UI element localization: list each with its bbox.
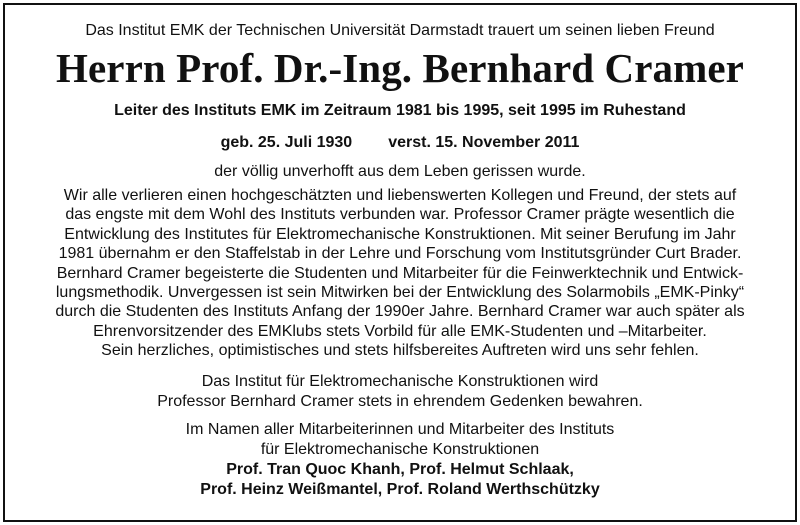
tribute-line: das engste mit dem Wohl des Instituts verbunden war. Professor Cramer prägte wesentlich die xyxy=(65,206,735,224)
closing-line: Professor Bernhard Cramer stets in ehrendem Gedenken bewahren. xyxy=(157,392,643,410)
tribute-line: Ehrenvorsitzender des EMKlubs stets Vorbild für alle EMK-Studenten und –Mitarbeiter. xyxy=(93,322,707,340)
birth-date: geb. 25. Juli 1930 xyxy=(220,134,353,151)
tribute-paragraph xyxy=(5,186,795,361)
obituary-notice xyxy=(3,3,797,522)
signatures xyxy=(5,460,795,500)
signature-line: Prof. Tran Quoc Khanh, Prof. Helmut Schlaak, xyxy=(226,461,574,478)
tribute-line: Sein herzliches, optimistisches und stets hilfsbereites Auftreten wird uns sehr fehlen. xyxy=(101,342,699,360)
tribute-line: 1981 übernahm er den Staffelstab in der Lehre und Forschung vom Institutsgründer Curt Brader. xyxy=(58,245,742,263)
tribute-line: Bernhard Cramer begeisterte die Studenten und Mitarbeiter für die Feinwerktechnik und Entwick- xyxy=(56,264,744,282)
tribute-line: lungsmethodik. Unvergessen ist sein Mitwirken bei der Entwicklung des Solarmobils „EMK-Pinky“ xyxy=(55,284,745,302)
tribute-line: Entwicklung des Institutes für Elektromechanische Konstruktionen. Mit seiner Berufung im Jahr xyxy=(64,225,736,243)
behalf-line: für Elektromechanische Konstruktionen xyxy=(260,440,540,458)
behalf-line: Im Namen aller Mitarbeiterinnen und Mitarbeiter des Instituts xyxy=(185,421,615,438)
role-line: Leiter des Instituts EMK im Zeitraum 1981 bis 1995, seit 1995 im Ruhestand xyxy=(114,102,686,119)
closing-section xyxy=(5,372,795,459)
deceased-name: Herrn Prof. Dr.-Ing. Bernhard Cramer xyxy=(56,45,744,91)
subline: der völlig unverhofft aus dem Leben gerissen wurde. xyxy=(214,163,586,180)
closing-line: Das Institut für Elektromechanische Konstruktionen wird xyxy=(201,373,599,390)
death-date: verst. 15. November 2011 xyxy=(388,134,580,151)
intro-line: Das Institut EMK der Technischen Universität Darmstadt trauert um seinen lieben Freund xyxy=(85,22,715,39)
life-dates xyxy=(5,133,795,153)
tribute-line: Wir alle verlieren einen hochgeschätzten und liebenswerten Kollegen und Freund, der stets auf xyxy=(63,187,737,204)
tribute-line: durch die Studenten des Instituts Anfang der 1990er Jahre. Bernhard Cramer war auch später als xyxy=(55,303,745,321)
signature-line: Prof. Heinz Weißmantel, Prof. Roland Werthschützky xyxy=(200,481,600,498)
